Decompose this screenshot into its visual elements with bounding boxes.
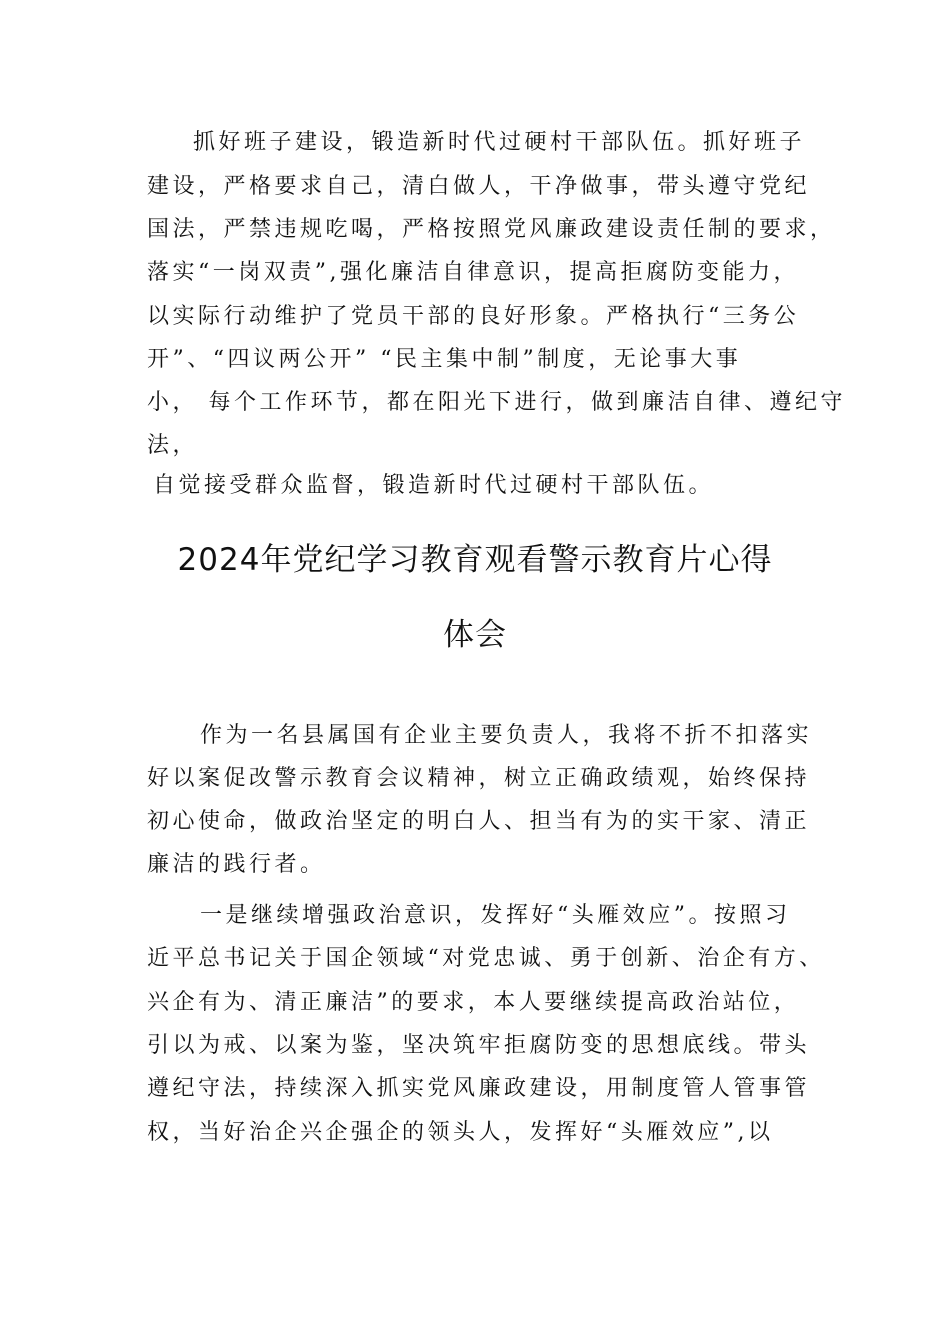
text-line: 好以案促改警示教育会议精神，树立正确政绩观，始终保持 <box>147 766 811 791</box>
title-line-2: 体会 <box>443 617 507 653</box>
text-line: 作为一名县属国有企业主要负责人，我将不折不扣落实 <box>200 723 813 748</box>
text-line: 法， <box>147 433 199 458</box>
text-line: 近平总书记关于国企领域“对党忠诚、勇于创新、治企有方、 <box>147 946 825 971</box>
text-line: 国法，严禁违规吃喝，严格按照党风廉政建设责任制的要求， <box>147 217 836 242</box>
text-line: 引以为戒、以案为鉴，坚决筑牢拒腐防变的思想底线。带头 <box>147 1033 811 1058</box>
text-line: 抓好班子建设，锻造新时代过硬村干部队伍。抓好班子 <box>193 130 806 155</box>
text-line: 落实“一岗双责”,强化廉洁自律意识，提高拒腐防变能力， <box>147 260 799 285</box>
text-line: 权，当好治企兴企强企的领头人，发挥好“头雁效应”,以 <box>147 1120 774 1145</box>
text-line: 初心使命，做政治坚定的明白人、担当有为的实干家、清正 <box>147 809 811 834</box>
text-line: 兴企有为、清正廉洁”的要求，本人要继续提高政治站位， <box>147 990 800 1015</box>
text-line: 自觉接受群众监督，锻造新时代过硬村干部队伍。 <box>153 473 715 498</box>
text-line: 廉洁的践行者。 <box>147 852 326 877</box>
text-line: 开”、“四议两公开” “民主集中制”制度，无论事大事 <box>147 347 742 372</box>
text-line: 建设，严格要求自己，清白做人，干净做事，带头遵守党纪 <box>147 174 811 199</box>
text-line: 遵纪守法，持续深入抓实党风廉政建设，用制度管人管事管 <box>147 1076 811 1101</box>
text-line: 以实际行动维护了党员干部的良好形象。严格执行“三务公 <box>147 304 800 329</box>
text-line: 小， 每个工作环节，都在阳光下进行，做到廉洁自律、遵纪守 <box>147 390 846 415</box>
title-line-1: 2024年党纪学习教育观看警示教育片心得 <box>177 542 773 578</box>
text-line: 一是继续增强政治意识，发挥好“头雁效应”。按照习 <box>200 903 791 928</box>
